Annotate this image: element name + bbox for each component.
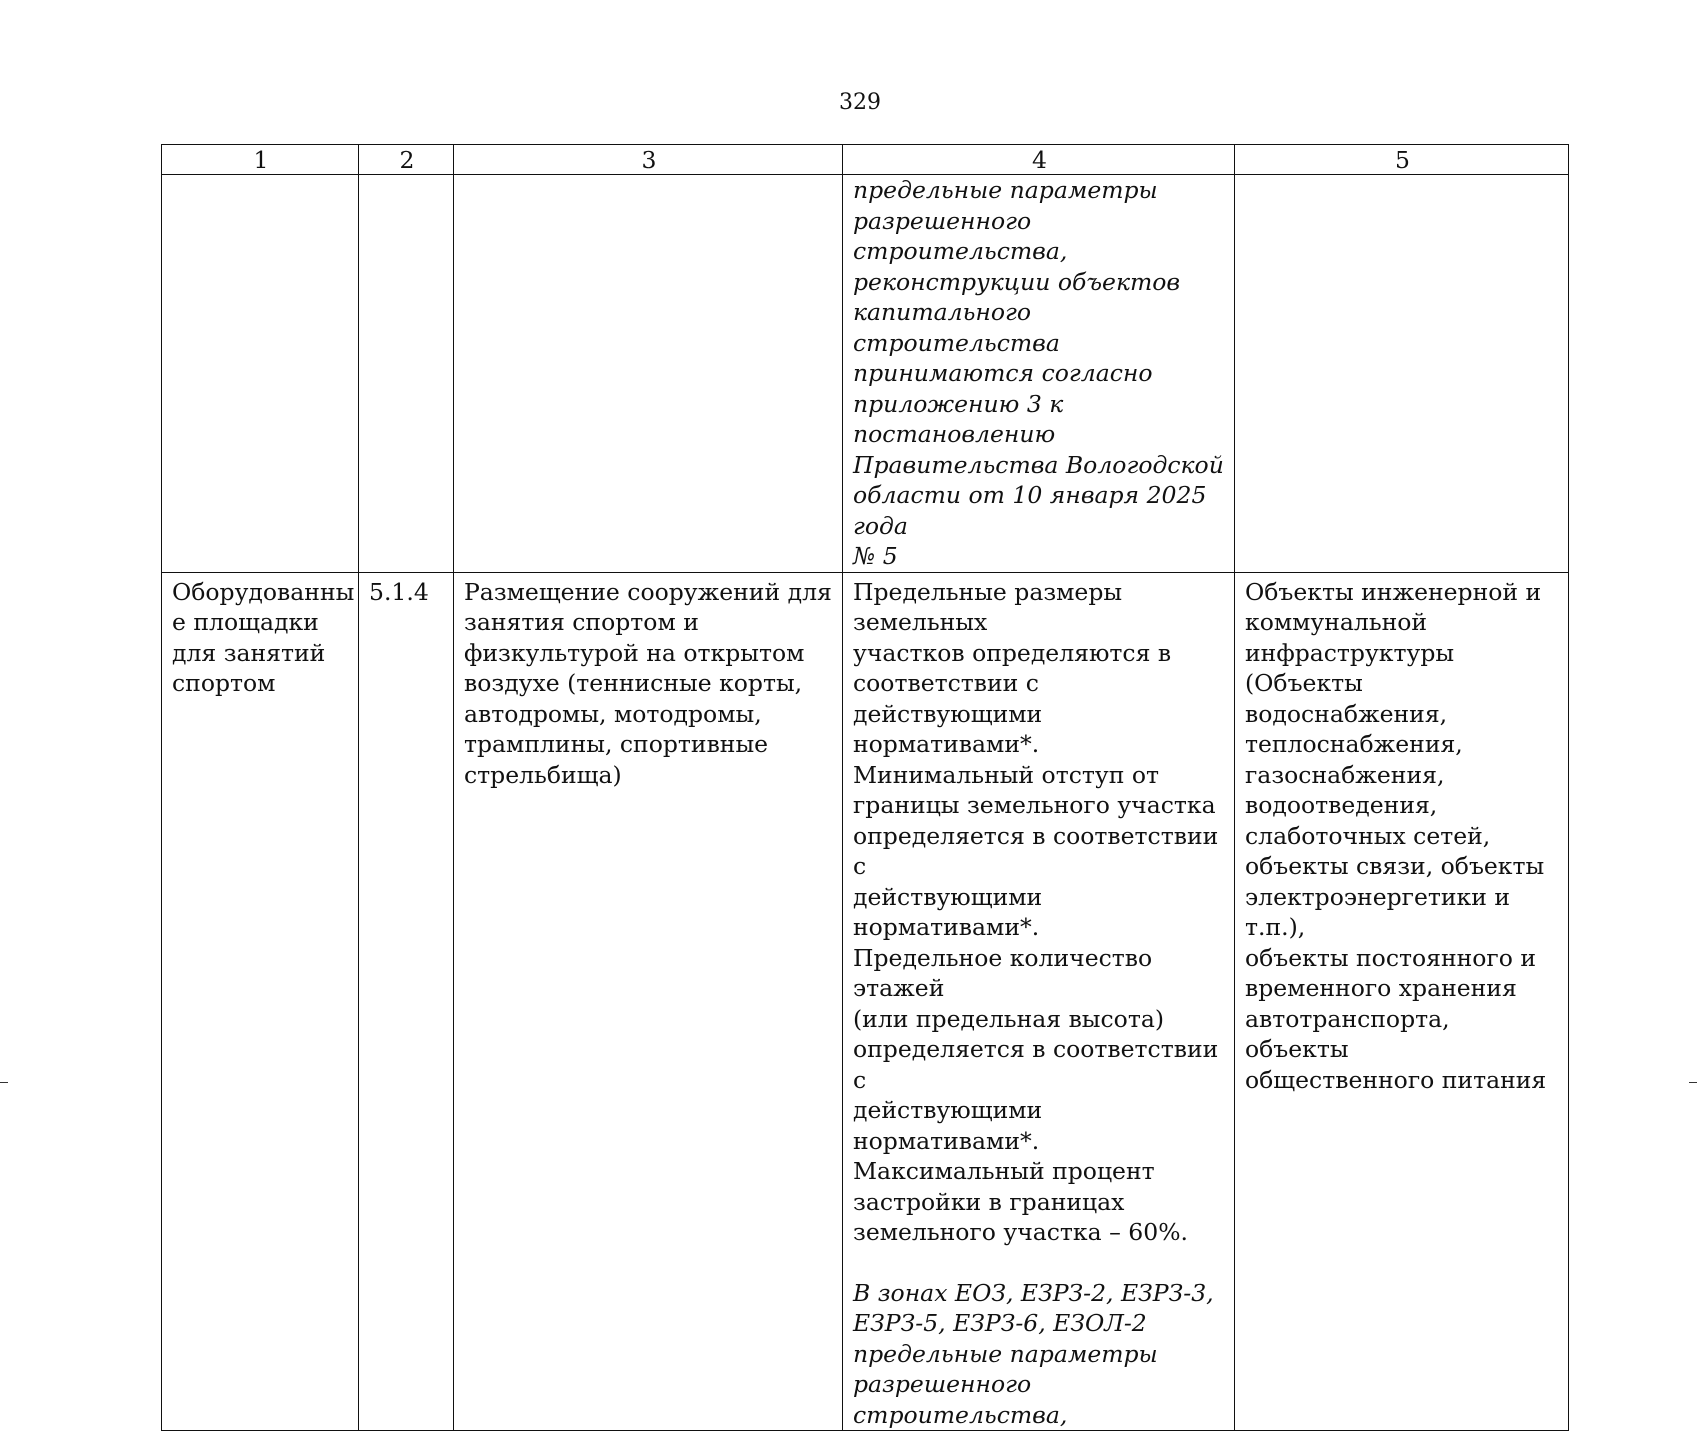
row1-col1 [162,175,359,573]
row1-col4-text: предельные параметры разрешенного строительства, реконструкции объектов капитального строительства принимаются согласно приложению 3 к постановлению Правительства Вологодской области от 10 января 2025 года № 5 [853,176,1224,570]
regulations-table [161,144,1569,1431]
limit-parameters: Предельные размеры земельных участков определяются в соответствии с действующими нормативами*. Минимальный отступ от границы земельного участка определяется в соответствии с действующими нормативами*. Предельное количество этажей (или предельная высота) определяется в соответствии с действующими нормативами*. Максимальный процент застройки в границах земельного участка – 60%. [853,577,1219,1246]
header-cell-2: 2 [359,145,454,175]
table-row [162,175,1569,573]
header-cell-3: 3 [454,145,843,175]
scan-edge-mark-left [0,1082,8,1083]
row1-col3 [454,175,843,573]
row1-col4 [843,175,1235,573]
page-number: 329 [839,90,881,115]
header-cell-5: 5 [1235,145,1569,175]
scan-edge-mark-right [1689,1082,1697,1083]
paragraph-gap [853,1248,1226,1278]
row1-col2 [359,175,454,573]
row2-col1 [162,572,359,1431]
auxiliary-objects: Объекты инженерной и коммунальной инфраструктуры (Объекты водоснабжения, теплоснабжения, газоснабжения, водоотведения, слаботочных сетей, объекты связи, объекты электроэнергетики и т.п.), объекты постоянного и временного хранения автотранспорта, объекты общественного питания [1245,577,1547,1094]
table-header-row [162,145,1569,175]
table-row [162,572,1569,1431]
row2-col4 [843,572,1235,1431]
object-name: Оборудованны е площадки для занятий спортом [172,577,355,697]
zone-parameters: В зонах ЕОЗ, ЕЗРЗ-2, ЕЗРЗ-3, ЕЗРЗ-5, ЕЗРЗ-6, ЕЗОЛ-2 предельные параметры разрешенного строительства, [853,1278,1214,1429]
header-cell-4: 4 [843,145,1235,175]
header-cell-1: 1 [162,145,359,175]
row2-col5 [1235,572,1569,1431]
row1-col5 [1235,175,1569,573]
activity-description: Размещение сооружений для занятия спортом и физкультурой на открытом воздухе (теннисные корты, автодромы, мотодромы, трамплины, спортивные стрельбища) [464,577,832,789]
row2-col3 [454,572,843,1431]
activity-code: 5.1.4 [369,577,429,606]
row2-col2 [359,572,454,1431]
